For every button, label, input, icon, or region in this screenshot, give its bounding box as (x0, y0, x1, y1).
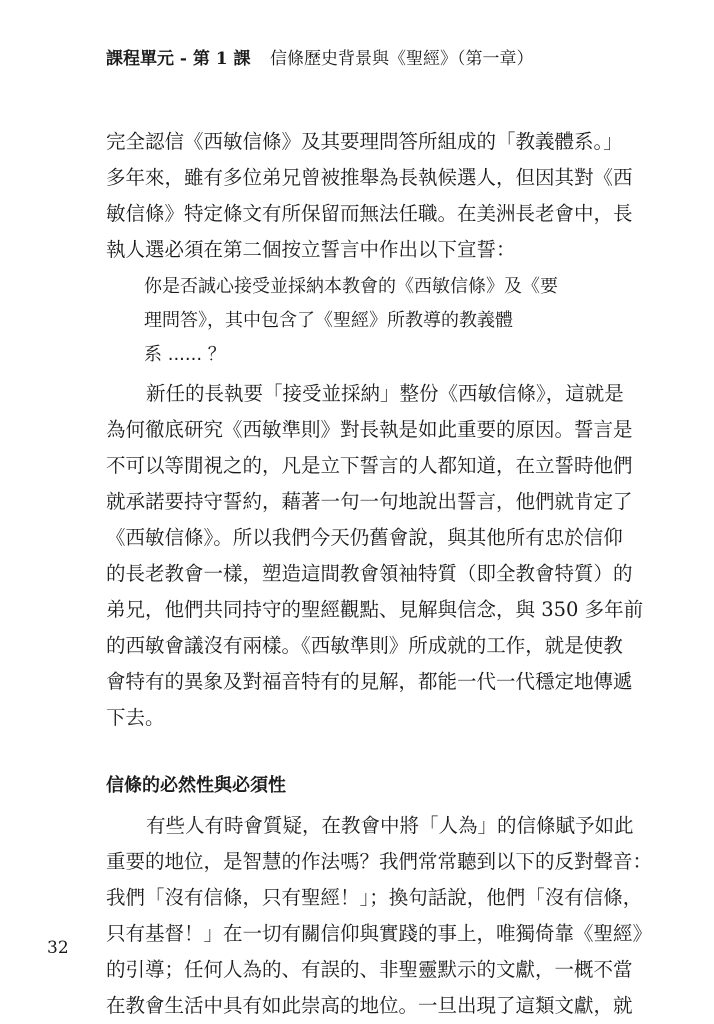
text-line: 會特有的異象及對福音特有的見解，都能一代一代穩定地傳遞 (106, 670, 633, 693)
header-unit: 課程單元 - 第 1 課 (106, 49, 251, 69)
paragraph-3 (106, 808, 653, 1024)
quote-line: 系 ...... ？ (144, 344, 226, 365)
quote-line: 理問答》，其中包含了《聖經》所教導的教義體 (144, 310, 513, 331)
text-line: 的西敏會議沒有兩樣。《西敏準則》所成就的工作，就是使教 (106, 634, 623, 657)
text-line: 有些人有時會質疑，在教會中將「人為」的信條賦予如此 (146, 814, 634, 837)
text-line: 我們「沒有信條，只有聖經！」；換句話說，他們「沒有信條， (106, 886, 643, 909)
text-line: 下去。 (106, 706, 165, 729)
vow-quote (144, 270, 612, 372)
header-title: 信條歷史背景與《聖經》（第一章） (269, 49, 534, 69)
running-header (106, 46, 533, 72)
text-line: 只有基督！」在一切有關信仰與實踐的事上，唯獨倚靠《聖經》 (106, 922, 653, 945)
text-line: 《西敏信條》。所以我們今天仍舊會說，與其他所有忠於信仰 (106, 526, 623, 549)
paragraph-2 (106, 376, 644, 736)
page-number: 32 (47, 938, 69, 958)
text-line: 完全認信《西敏信條》及其要理問答所組成的「教義體系。」 (106, 130, 623, 153)
text-line: 在教會生活中具有如此崇高的地位。一旦出現了這類文獻，就 (106, 994, 633, 1017)
paragraph-1 (106, 124, 633, 268)
text-line: 新任的長執要「接受並採納」整份《西敏信條》，這就是 (146, 382, 624, 405)
text-line: 不可以等閒視之的，凡是立下誓言的人都知道，在立誓時他們 (106, 454, 633, 477)
text-line: 多年來，雖有多位弟兄曾被推舉為長執候選人，但因其對《西 (106, 166, 633, 189)
text-line: 的引導；任何人為的、有誤的、非聖靈默示的文獻，一概不當 (106, 958, 633, 981)
text-line: 的長老教會一樣，塑造這間教會領袖特質（即全教會特質）的 (106, 562, 633, 585)
text-line: 弟兄，他們共同持守的聖經觀點、見解與信念，與 350 多年前 (106, 598, 644, 621)
text-line: 就承諾要持守誓約，藉著一句一句地說出誓言，他們就肯定了 (106, 490, 633, 513)
quote-line: 你是否誠心接受並採納本教會的《西敏信條》及《要 (144, 276, 558, 297)
text-line: 重要的地位，是智慧的作法嗎？我們常常聽到以下的反對聲音： (106, 850, 653, 873)
page-body (106, 124, 653, 1024)
section-heading: 信條的必然性與必須性 (106, 775, 286, 796)
text-line: 為何徹底研究《西敏準則》對長執是如此重要的原因。誓言是 (106, 418, 633, 441)
section-spacer (106, 736, 612, 764)
text-line: 敏信條》特定條文有所保留而無法任職。在美洲長老會中，長 (106, 202, 633, 225)
text-line: 執人選必須在第二個按立誓言中作出以下宣誓： (106, 238, 516, 261)
